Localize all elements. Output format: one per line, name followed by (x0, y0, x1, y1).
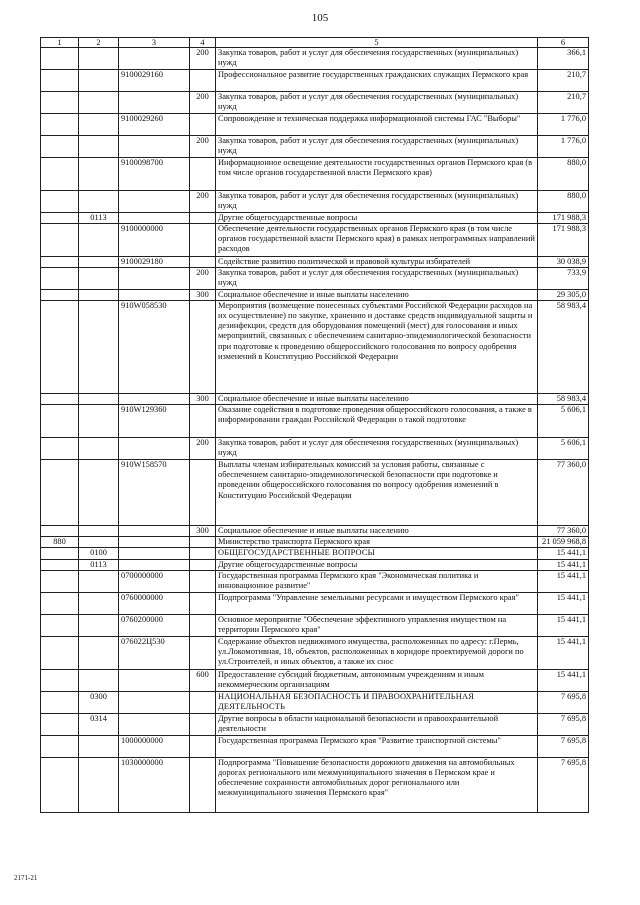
cell-name: Мероприятия (возмещение понесенных субъектами Российской Федерации расходов на их осуществление) по закупке, хранению и доставке средств индивидуальной защиты и дезинфекции, средств для оборудования помещений (мест) для голосования и иных мероприятий, связанных с обеспечением санитарно-эпидемиологической безопасности при подготовке к проведению общероссийского голосования по вопросу одобрения изменений в Конституцию Российской Федерации (216, 301, 538, 394)
cell-section (79, 70, 119, 92)
cell-amount: 77 360,0 (538, 460, 589, 526)
cell-name: Министерство транспорта Пермского края (216, 537, 538, 548)
cell-amount: 15 441,1 (538, 570, 589, 592)
cell-admin (41, 548, 79, 559)
cell-section (79, 301, 119, 394)
cell-admin (41, 158, 79, 191)
cell-section (79, 394, 119, 405)
cell-amount: 171 988,3 (538, 224, 589, 257)
cell-admin (41, 757, 79, 812)
cell-target-article (119, 691, 190, 713)
table-row (41, 213, 589, 224)
cell-section (79, 92, 119, 114)
cell-section (79, 290, 119, 301)
cell-admin (41, 691, 79, 713)
cell-amount: 880,0 (538, 158, 589, 191)
cell-expense-type (190, 405, 216, 438)
table-row (41, 268, 589, 290)
page-number: 105 (311, 12, 329, 24)
cell-expense-type (190, 691, 216, 713)
cell-amount: 7 695,8 (538, 713, 589, 735)
cell-name: Профессиональное развитие государственных гражданских служащих Пермского края (216, 70, 538, 92)
cell-target-article: 9100029160 (119, 70, 190, 92)
cell-name: Социальное обеспечение и иные выплаты населению (216, 526, 538, 537)
cell-expense-type: 600 (190, 669, 216, 691)
cell-name: Закупка товаров, работ и услуг для обеспечения государственных (муниципальных) нужд (216, 136, 538, 158)
table-row (41, 290, 589, 301)
cell-target-article: 1030000000 (119, 757, 190, 812)
cell-section: 0113 (79, 213, 119, 224)
cell-admin (41, 290, 79, 301)
cell-admin (41, 70, 79, 92)
cell-target-article: 910W058530 (119, 301, 190, 394)
table-row (41, 570, 589, 592)
cell-target-article (119, 526, 190, 537)
cell-expense-type (190, 213, 216, 224)
cell-admin (41, 735, 79, 757)
cell-admin (41, 713, 79, 735)
cell-name: Основное мероприятие "Обеспечение эффективного управления имуществом на территории Пермского края" (216, 614, 538, 636)
cell-expense-type: 200 (190, 438, 216, 460)
cell-name: Сопровождение и техническая поддержка информационной системы ГАС "Выборы" (216, 114, 538, 136)
cell-amount: 15 441,1 (538, 548, 589, 559)
table-row (41, 92, 589, 114)
cell-name: Подпрограмма "Управление земельными ресурсами и имуществом Пермского края" (216, 592, 538, 614)
document-code: 2171-21 (14, 874, 38, 882)
cell-section (79, 438, 119, 460)
cell-name: Информационное освещение деятельности государственных органов Пермского края (в том числе органов государственной власти Пермского края) (216, 158, 538, 191)
cell-target-article (119, 136, 190, 158)
cell-expense-type: 300 (190, 290, 216, 301)
cell-section: 0100 (79, 548, 119, 559)
table-row (41, 158, 589, 191)
cell-name: Социальное обеспечение и иные выплаты населению (216, 290, 538, 301)
cell-name: Содействие развитию политической и правовой культуры избирателей (216, 257, 538, 268)
table-row (41, 592, 589, 614)
cell-name: Государственная программа Пермского края "Развитие транспортной системы" (216, 735, 538, 757)
table-row (41, 559, 589, 570)
cell-section (79, 257, 119, 268)
cell-name: НАЦИОНАЛЬНАЯ БЕЗОПАСНОСТЬ И ПРАВООХРАНИТЕЛЬНАЯ ДЕЯТЕЛЬНОСТЬ (216, 691, 538, 713)
cell-amount: 7 695,8 (538, 735, 589, 757)
table-row (41, 636, 589, 669)
table-row (41, 526, 589, 537)
cell-target-article (119, 394, 190, 405)
cell-admin (41, 268, 79, 290)
cell-target-article: 1000000000 (119, 735, 190, 757)
cell-expense-type (190, 301, 216, 394)
cell-target-article: 0700000000 (119, 570, 190, 592)
cell-section: 0300 (79, 691, 119, 713)
cell-section (79, 224, 119, 257)
cell-admin (41, 394, 79, 405)
cell-section (79, 614, 119, 636)
cell-admin (41, 460, 79, 526)
cell-target-article: 9100029260 (119, 114, 190, 136)
cell-amount: 15 441,1 (538, 559, 589, 570)
cell-section (79, 158, 119, 191)
cell-admin (41, 614, 79, 636)
cell-expense-type (190, 257, 216, 268)
cell-target-article (119, 713, 190, 735)
cell-target-article: 0760200000 (119, 614, 190, 636)
cell-expense-type (190, 70, 216, 92)
cell-amount: 5 606,1 (538, 438, 589, 460)
cell-target-article: 9100098700 (119, 158, 190, 191)
column-header: 3 (119, 38, 190, 48)
table-header-row (41, 38, 589, 48)
cell-section (79, 526, 119, 537)
cell-expense-type (190, 158, 216, 191)
cell-expense-type: 200 (190, 136, 216, 158)
cell-admin (41, 136, 79, 158)
cell-section (79, 460, 119, 526)
cell-expense-type (190, 114, 216, 136)
cell-name: Подпрограмма "Повышение безопасности дорожного движения на автомобильных дорогах регионального или межмуниципального значения в Пермском крае и обеспечение сохранности автомобильных дорог регионального или межмуниципального значения Пермского края" (216, 757, 538, 812)
cell-admin (41, 559, 79, 570)
cell-section (79, 735, 119, 757)
cell-amount: 7 695,8 (538, 691, 589, 713)
cell-amount: 30 038,9 (538, 257, 589, 268)
cell-target-article (119, 92, 190, 114)
cell-target-article (119, 290, 190, 301)
table-row (41, 460, 589, 526)
cell-amount: 210,7 (538, 92, 589, 114)
cell-expense-type: 200 (190, 92, 216, 114)
cell-amount: 366,1 (538, 48, 589, 70)
table-row (41, 614, 589, 636)
cell-name: Содержание объектов недвижимого имущества, расположенных по адресу: г.Пермь, ул.Локомотивная, 18, объектов, расположенных в коридоре проектируемой дороги по ул.Строителей, и иных объектов, а также их снос (216, 636, 538, 669)
cell-target-article: 076022Ц530 (119, 636, 190, 669)
cell-expense-type (190, 757, 216, 812)
table-row (41, 114, 589, 136)
cell-amount: 15 441,1 (538, 636, 589, 669)
cell-amount: 29 305,0 (538, 290, 589, 301)
table-row (41, 735, 589, 757)
cell-expense-type (190, 713, 216, 735)
cell-name: Социальное обеспечение и иные выплаты населению (216, 394, 538, 405)
cell-name: Выплаты членам избирательных комиссий за условия работы, связанные с обеспечением санитарно-эпидемиологической безопасности при подготовке и проведении общероссийского голосования по вопросу одобрения изменений в Конституцию Российской Федерации (216, 460, 538, 526)
cell-section (79, 268, 119, 290)
table-row (41, 301, 589, 394)
table-row (41, 405, 589, 438)
cell-amount: 15 441,1 (538, 592, 589, 614)
cell-section (79, 592, 119, 614)
column-header: 5 (216, 38, 538, 48)
cell-admin (41, 114, 79, 136)
cell-admin (41, 438, 79, 460)
cell-expense-type (190, 460, 216, 526)
cell-section (79, 191, 119, 213)
cell-name: ОБЩЕГОСУДАРСТВЕННЫЕ ВОПРОСЫ (216, 548, 538, 559)
cell-expense-type (190, 570, 216, 592)
table-row (41, 548, 589, 559)
cell-expense-type: 200 (190, 48, 216, 70)
cell-expense-type (190, 548, 216, 559)
cell-section (79, 669, 119, 691)
cell-amount: 7 695,8 (538, 757, 589, 812)
table-row (41, 257, 589, 268)
cell-admin (41, 405, 79, 438)
table-row (41, 191, 589, 213)
cell-expense-type: 200 (190, 191, 216, 213)
cell-section: 0113 (79, 559, 119, 570)
cell-section (79, 405, 119, 438)
cell-admin (41, 526, 79, 537)
cell-target-article: 9100029180 (119, 257, 190, 268)
cell-name: Другие общегосударственные вопросы (216, 559, 538, 570)
cell-name: Обеспечение деятельности государственных органов Пермского края (в том числе органов государственной власти Пермского края) в рамках непрограммных направлений расходов (216, 224, 538, 257)
cell-section: 0314 (79, 713, 119, 735)
cell-admin (41, 669, 79, 691)
cell-name: Предоставление субсидий бюджетным, автономным учреждениям и иным некоммерческим организациям (216, 669, 538, 691)
table-row (41, 48, 589, 70)
cell-section (79, 537, 119, 548)
table-row (41, 757, 589, 812)
column-header: 2 (79, 38, 119, 48)
cell-amount: 733,9 (538, 268, 589, 290)
table-row (41, 70, 589, 92)
cell-target-article (119, 537, 190, 548)
cell-admin (41, 213, 79, 224)
cell-expense-type (190, 614, 216, 636)
cell-section (79, 48, 119, 70)
cell-expense-type (190, 735, 216, 757)
cell-target-article (119, 559, 190, 570)
cell-target-article (119, 48, 190, 70)
cell-admin (41, 570, 79, 592)
cell-expense-type (190, 636, 216, 669)
cell-target-article (119, 438, 190, 460)
column-header: 1 (41, 38, 79, 48)
cell-expense-type (190, 537, 216, 548)
cell-target-article (119, 268, 190, 290)
cell-name: Другие общегосударственные вопросы (216, 213, 538, 224)
cell-target-article (119, 213, 190, 224)
table-row (41, 136, 589, 158)
cell-target-article: 9100000000 (119, 224, 190, 257)
cell-admin (41, 191, 79, 213)
cell-expense-type (190, 224, 216, 257)
cell-section (79, 636, 119, 669)
cell-admin (41, 48, 79, 70)
cell-name: Оказание содействия в подготовке проведения общероссийского голосования, а также в информировании граждан Российской Федерации о такой подготовке (216, 405, 538, 438)
cell-admin (41, 257, 79, 268)
cell-amount: 171 988,3 (538, 213, 589, 224)
table-row (41, 669, 589, 691)
cell-name: Закупка товаров, работ и услуг для обеспечения государственных (муниципальных) нужд (216, 191, 538, 213)
cell-name: Закупка товаров, работ и услуг для обеспечения государственных (муниципальных) нужд (216, 92, 538, 114)
cell-amount: 1 776,0 (538, 136, 589, 158)
cell-name: Закупка товаров, работ и услуг для обеспечения государственных (муниципальных) нужд (216, 438, 538, 460)
table-row (41, 394, 589, 405)
cell-admin (41, 92, 79, 114)
budget-table (40, 37, 589, 813)
cell-expense-type (190, 559, 216, 570)
column-header: 6 (538, 38, 589, 48)
cell-target-article: 0760000000 (119, 592, 190, 614)
cell-amount: 15 441,1 (538, 669, 589, 691)
cell-target-article: 910W158570 (119, 460, 190, 526)
cell-section (79, 757, 119, 812)
cell-amount: 21 059 968,8 (538, 537, 589, 548)
cell-expense-type (190, 592, 216, 614)
cell-name: Другие вопросы в области национальной безопасности и правоохранительной деятельности (216, 713, 538, 735)
cell-section (79, 114, 119, 136)
cell-target-article (119, 191, 190, 213)
cell-amount: 15 441,1 (538, 614, 589, 636)
cell-expense-type: 200 (190, 268, 216, 290)
cell-name: Государственная программа Пермского края "Экономическая политика и инновационное развитие" (216, 570, 538, 592)
cell-admin (41, 636, 79, 669)
cell-name: Закупка товаров, работ и услуг для обеспечения государственных (муниципальных) нужд (216, 268, 538, 290)
cell-amount: 77 360,0 (538, 526, 589, 537)
table-row (41, 691, 589, 713)
cell-expense-type: 300 (190, 526, 216, 537)
cell-admin (41, 301, 79, 394)
cell-admin (41, 592, 79, 614)
table-row (41, 713, 589, 735)
cell-target-article (119, 669, 190, 691)
table-row (41, 537, 589, 548)
cell-amount: 210,7 (538, 70, 589, 92)
cell-admin: 880 (41, 537, 79, 548)
cell-amount: 880,0 (538, 191, 589, 213)
cell-target-article (119, 548, 190, 559)
cell-admin (41, 224, 79, 257)
cell-name: Закупка товаров, работ и услуг для обеспечения государственных (муниципальных) нужд (216, 48, 538, 70)
cell-amount: 58 983,4 (538, 301, 589, 394)
cell-section (79, 136, 119, 158)
cell-amount: 1 776,0 (538, 114, 589, 136)
table-row (41, 224, 589, 257)
column-header: 4 (190, 38, 216, 48)
cell-amount: 58 983,4 (538, 394, 589, 405)
cell-section (79, 570, 119, 592)
cell-target-article: 910W129360 (119, 405, 190, 438)
table-row (41, 438, 589, 460)
cell-amount: 5 606,1 (538, 405, 589, 438)
cell-expense-type: 300 (190, 394, 216, 405)
